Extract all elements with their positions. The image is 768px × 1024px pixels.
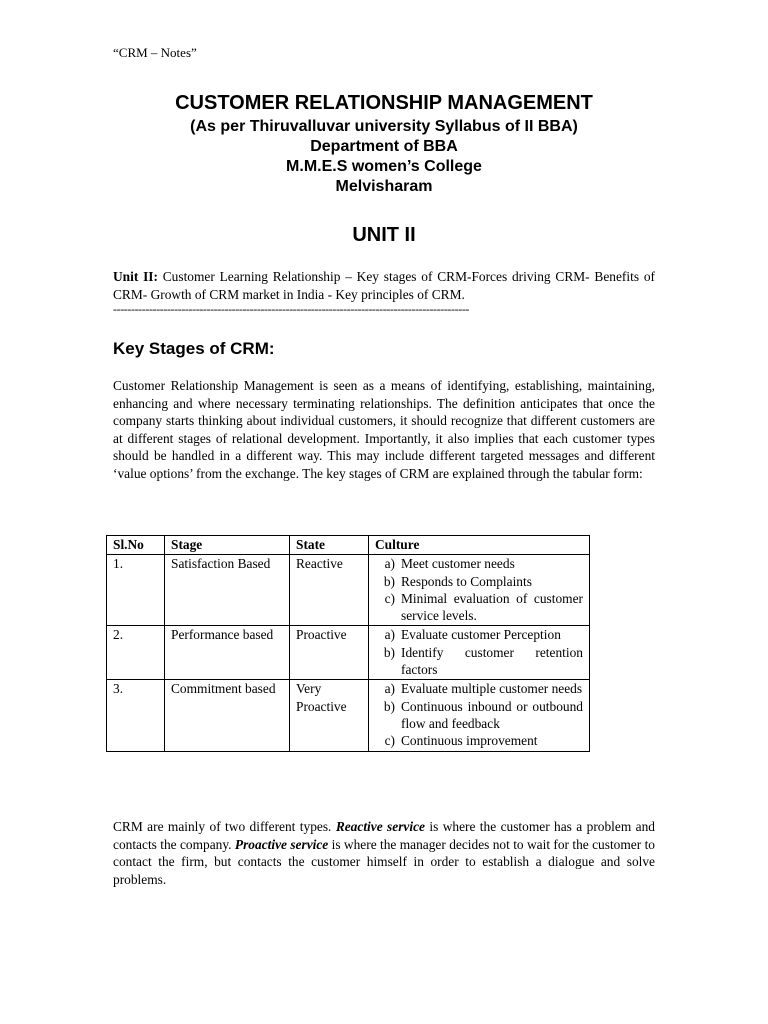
intro-paragraph: Customer Relationship Management is seen as a means of identifying, establishing, maintaining, enhancing and where necessary terminating relationships. The definition anticipates that once the company starts thinking about individual customers, it should recognize that different customers are at different stages of relational development. Importantly, it also implies that each customer types should be handled in a different way. This may include different targeted messages and different ‘value options’ from the exchange. The key stages of CRM are explained through the tabular form: xyxy=(113,378,655,481)
cell-stage: Performance based xyxy=(165,626,290,680)
list-item xyxy=(375,626,583,643)
cell-state: Proactive xyxy=(290,626,369,680)
list-marker: b) xyxy=(383,573,395,589)
list-item-text: Evaluate multiple customer needs xyxy=(401,681,583,697)
closing-paragraph xyxy=(113,818,655,888)
cell-slno: 1. xyxy=(107,555,165,626)
unit-heading: UNIT II xyxy=(352,224,416,246)
list-marker: a) xyxy=(384,627,395,643)
proactive-service-term: Proactive service xyxy=(234,836,329,852)
cell-stage: Commitment based xyxy=(165,680,290,751)
subtitle-syllabus: (As per Thiruvalluvar university Syllabus of II BBA) xyxy=(190,118,578,135)
unit-summary-label: Unit II: xyxy=(113,269,158,284)
header-note: “CRM – Notes” xyxy=(113,45,197,60)
closing-text-1: CRM are mainly of two different types. xyxy=(113,819,336,834)
list-marker: c) xyxy=(384,733,395,749)
list-item xyxy=(375,590,583,625)
cell-state: Very Proactive xyxy=(290,680,369,751)
culture-list xyxy=(375,626,583,678)
reactive-service-term: Reactive service xyxy=(335,819,425,834)
list-item-text: Responds to Complaints xyxy=(401,573,532,589)
list-marker: c) xyxy=(384,590,395,606)
unit-summary xyxy=(113,268,655,303)
header-culture: Culture xyxy=(369,536,590,555)
cell-culture xyxy=(369,555,590,626)
cell-slno: 3. xyxy=(107,680,165,751)
cell-culture xyxy=(369,680,590,751)
list-item xyxy=(375,644,583,679)
table-row xyxy=(107,626,590,680)
table-row xyxy=(107,555,590,626)
list-item xyxy=(375,573,583,590)
list-item-text: Meet customer needs xyxy=(401,556,515,572)
subtitle-college: M.M.E.S women’s College xyxy=(286,158,482,175)
culture-list xyxy=(375,680,583,749)
culture-list xyxy=(375,555,583,624)
divider-line: --------------------------------------------------------------------------------------------------- xyxy=(113,302,470,316)
document-title: CUSTOMER RELATIONSHIP MANAGEMENT xyxy=(175,92,593,114)
list-marker: a) xyxy=(384,556,395,572)
list-marker: b) xyxy=(383,698,395,714)
list-item xyxy=(375,680,583,697)
closing-text-2: is where the customer has a problem and contacts the company. xyxy=(113,819,655,852)
cell-stage: Satisfaction Based xyxy=(165,555,290,626)
list-item-text: Minimal evaluation of customer service levels. xyxy=(401,590,583,624)
subtitle-location: Melvisharam xyxy=(335,178,433,195)
crm-stages-table xyxy=(106,535,590,752)
list-item xyxy=(375,698,583,733)
cell-culture xyxy=(369,626,590,680)
header-stage: Stage xyxy=(165,536,290,555)
table-row xyxy=(107,680,590,751)
header-state: State xyxy=(290,536,369,555)
list-item-text: Evaluate customer Perception xyxy=(401,627,561,643)
list-marker: a) xyxy=(384,681,395,697)
subtitle-department: Department of BBA xyxy=(310,138,458,155)
unit-summary-text: Customer Learning Relationship – Key stages of CRM-Forces driving CRM- Benefits of CRM- Growth of CRM market in India - Key principles of CRM. xyxy=(113,269,655,302)
cell-slno: 2. xyxy=(107,626,165,680)
section-heading: Key Stages of CRM: xyxy=(113,339,275,358)
table-header-row xyxy=(107,536,590,555)
closing-text-3: is where the manager decides not to wait for the customer to contact the firm, but contacts the customer himself in order to establish a dialogue and solve problems. xyxy=(113,836,655,887)
list-item-text: Continuous improvement xyxy=(401,733,538,749)
list-marker: b) xyxy=(383,644,395,660)
list-item-text: Identify customer retention factors xyxy=(401,644,583,678)
list-item xyxy=(375,555,583,572)
list-item-text: Continuous inbound or outbound flow and feedback xyxy=(401,698,583,731)
header-slno: Sl.No xyxy=(107,536,165,555)
cell-state: Reactive xyxy=(290,555,369,626)
list-item xyxy=(375,732,583,749)
